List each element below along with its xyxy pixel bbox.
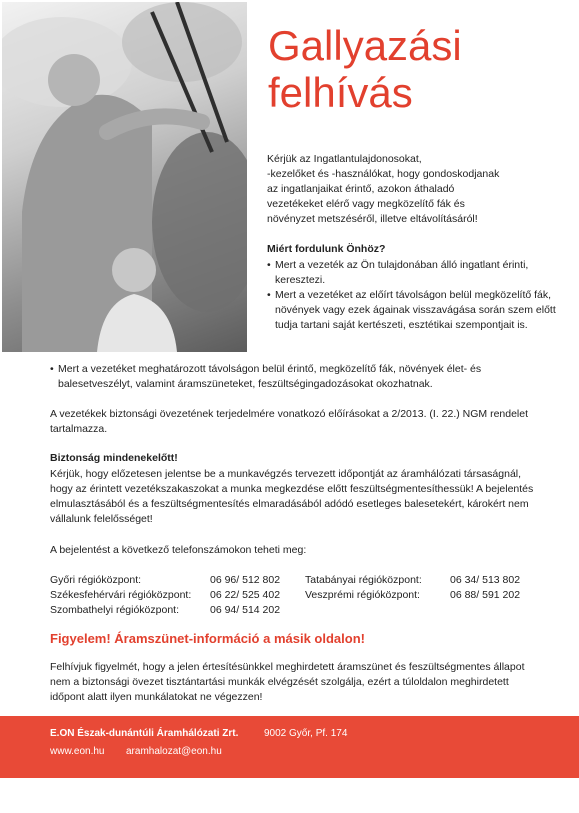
why-bullet: • Mert a vezeték az Ön tulajdonában álló ingatlant érinti, keresztezi. <box>267 258 557 288</box>
phone-label: Győri régióközpont: <box>50 574 142 586</box>
company-address: 9002 Győr, Pf. 174 <box>264 728 348 739</box>
regulation-text: A vezetékek biztonsági övezetének terjedelmére vonatkozó előírásokat a 2/2013. (I. 22.) NGM rendelet tartalmazza. <box>50 408 529 435</box>
intro-line: -kezelőket és -használókat, hogy gondoskodjanak <box>267 168 500 180</box>
why-bullet-list <box>267 258 557 333</box>
phone-number: 06 88/ 591 202 <box>450 589 521 601</box>
phone-number: 06 96/ 512 802 <box>210 574 281 586</box>
intro-line: az ingatlanjaikat érintő, azokon áthaladó <box>267 183 455 195</box>
phone-number: 06 94/ 514 202 <box>210 604 281 616</box>
phone-number: 06 34/ 513 802 <box>450 574 521 586</box>
phone-number: 06 22/ 525 402 <box>210 589 281 601</box>
warning-heading: Figyelem! Áramszünet-információ a másik oldalon! <box>50 631 365 646</box>
safety-heading: Biztonság mindenekelőtt! <box>50 452 178 464</box>
email-link[interactable]: aramhalozat@eon.hu <box>126 746 222 757</box>
closing-text: Felhívjuk figyelmét, hogy a jelen értesítésünkkel meghirdetett áramszünet és feszültségmentes állapot nem a biztonsági övezet tisztántartási munkák elvégzését szolgálja, ezért a túloldalon meghirdetett időpont alatt ilyen munkálatokat ne végezzen! <box>50 661 525 703</box>
phone-label: Székesfehérvári régióközpont: <box>50 589 192 601</box>
pruning-illustration <box>2 2 247 352</box>
phone-intro: A bejelentést a következő telefonszámokon teheti meg: <box>50 544 307 556</box>
page-title <box>268 22 462 116</box>
phone-label: Veszprémi régióközpont: <box>305 589 420 601</box>
website-link[interactable]: www.eon.hu <box>50 746 105 757</box>
company-name: E.ON Észak-dunántúli Áramhálózati Zrt. <box>50 728 239 739</box>
intro-line: Kérjük az Ingatlantulajdonosokat, <box>267 153 422 165</box>
phone-label: Tatabányai régióközpont: <box>305 574 422 586</box>
title-line-2: felhívás <box>268 69 413 116</box>
footer-bar <box>0 716 579 778</box>
why-bullet: • Mert a vezetéket meghatározott távolságon belül érintő, megközelítő fák, növények élet- és balesetveszélyt, valamint áramszüneteket, feszültségingadozásokat okozhatnak. <box>50 362 548 392</box>
title-line-1: Gallyazási <box>268 22 462 69</box>
intro-text <box>267 152 557 227</box>
why-bullet: • Mert a vezetéket az előírt távolságon belül megközelítő fák, növények vagy ezek ágainak visszavágása során szem előtt tudja tartani saját kertészeti, esztétikai szempontjait is. <box>267 288 557 333</box>
intro-line: növényzet metszéséről, illetve eltávolításáról! <box>267 213 478 225</box>
gardening-photo <box>2 2 247 352</box>
why-heading: Miért fordulunk Önhöz? <box>267 243 386 255</box>
safety-text: Kérjük, hogy előzetesen jelentse be a munkavégzés tervezett időpontját az áramhálózati társaságnál, hogy az érintett vezetékszakaszokat a munka megkezdése előtt feszültségmentesíthessük! A bejelentés elmulasztásából és a feszültségmentesítés elmaradásából adódó esetleges balesetekért, károkért nem vállalunk felelősséget! <box>50 468 534 525</box>
intro-line: vezetékeket elérő vagy megközelítő fák és <box>267 198 465 210</box>
phone-label: Szombathelyi régióközpont: <box>50 604 179 616</box>
